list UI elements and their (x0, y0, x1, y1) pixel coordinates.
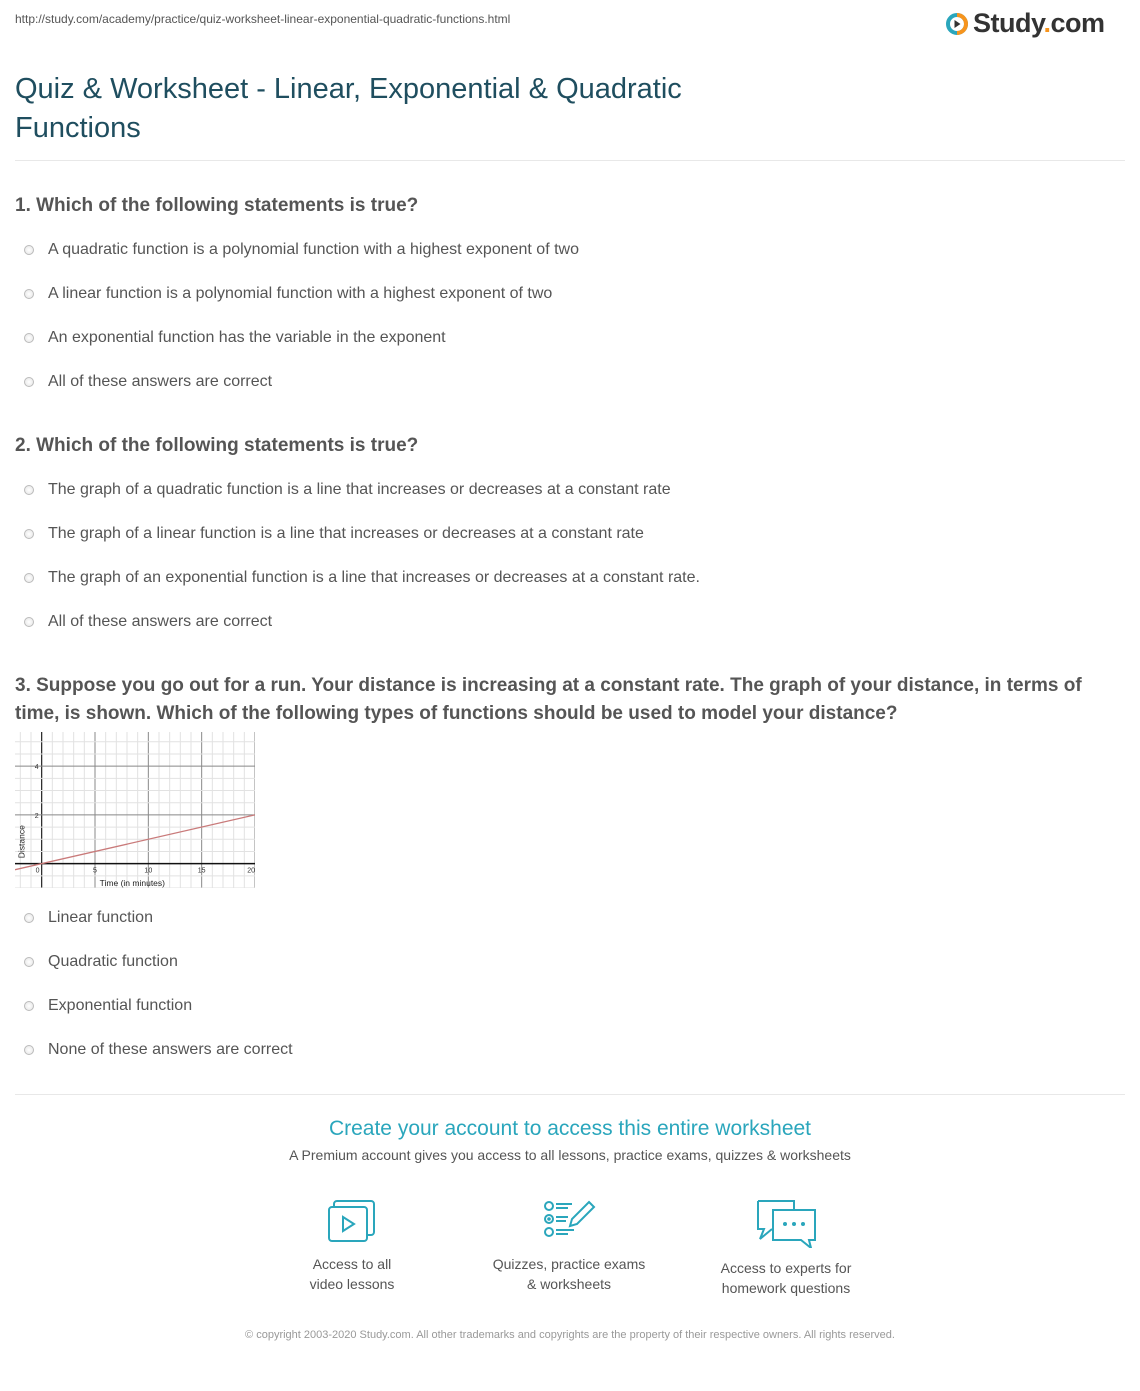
option-label: The graph of a quadratic function is a line that increases or decreases at a constant rate (48, 481, 671, 498)
answer-option[interactable] (15, 556, 1125, 600)
feature-line: homework questions (721, 1280, 851, 1296)
option-label: The graph of an exponential function is a line that increases or decreases at a constant rate. (48, 569, 700, 586)
divider (15, 160, 1125, 161)
play-logo-icon (945, 12, 969, 36)
option-label: All of these answers are correct (48, 613, 273, 630)
x-tick-label: 5 (93, 867, 97, 875)
answer-option[interactable] (15, 512, 1125, 556)
radio-button[interactable] (24, 485, 34, 495)
x-tick-label: 20 (247, 867, 255, 875)
y-tick-label: 2 (34, 812, 39, 820)
logo-dot: . (1043, 8, 1051, 38)
feature-video-lessons (252, 1198, 452, 1294)
answer-option[interactable] (15, 940, 1125, 984)
option-label: A quadratic function is a polynomial function with a highest exponent of two (48, 241, 579, 258)
logo-text: Study (973, 8, 1044, 38)
answer-option[interactable] (15, 228, 1125, 272)
radio-button[interactable] (24, 573, 34, 583)
option-label: Linear function (48, 909, 153, 926)
cta-subtitle: A Premium account gives you access to all lessons, practice exams, quizzes & worksheets (289, 1147, 851, 1163)
page-url: http://study.com/academy/practice/quiz-worksheet-linear-exponential-quadratic-functions.html (15, 12, 511, 26)
signup-cta (0, 1117, 1140, 1163)
answer-option[interactable] (15, 468, 1125, 512)
question-title: 2. Which of the following statements is true? (15, 435, 419, 456)
question-2 (15, 432, 1125, 644)
radio-button[interactable] (24, 529, 34, 539)
radio-button[interactable] (24, 1045, 34, 1055)
option-label: A linear function is a polynomial function with a highest exponent of two (48, 285, 553, 302)
cta-title[interactable]: Create your account to access this entire worksheet (328, 1117, 812, 1140)
radio-button[interactable] (24, 617, 34, 627)
copyright: © copyright 2003-2020 Study.com. All other trademarks and copyrights are the property of their respective owners. All rights reserved. (245, 1329, 895, 1341)
option-label: None of these answers are correct (48, 1041, 293, 1058)
question-3 (15, 672, 1125, 1072)
x-tick-label: 15 (197, 867, 206, 875)
video-lessons-icon (326, 1198, 378, 1244)
x-tick-label: 0 (35, 867, 40, 875)
question-title: 3. Suppose you go out for a run. Your distance is increasing at a constant rate. The graph of your distance, in terms of time, is shown. Which of the following types of functions should be used to model your distance? (15, 675, 1082, 724)
feature-quizzes (469, 1198, 669, 1294)
radio-button[interactable] (24, 913, 34, 923)
quiz-checklist-icon (541, 1198, 597, 1244)
radio-button[interactable] (24, 957, 34, 967)
page-title: Quiz & Worksheet - Linear, Exponential & Quadratic Functions (15, 73, 682, 144)
radio-button[interactable] (24, 289, 34, 299)
radio-button[interactable] (24, 377, 34, 387)
chat-bubbles-icon (754, 1198, 818, 1248)
option-label: Quadratic function (48, 953, 178, 970)
question-title: 1. Which of the following statements is true? (15, 195, 419, 216)
answer-option[interactable] (15, 272, 1125, 316)
x-axis-label: Time (in minutes) (99, 878, 166, 888)
feature-line: video lessons (309, 1276, 395, 1292)
question-1 (15, 192, 1125, 404)
logo-tld: com (1050, 8, 1105, 38)
radio-button[interactable] (24, 1001, 34, 1011)
answer-option[interactable] (15, 600, 1125, 644)
distance-time-graph (15, 732, 255, 888)
study-logo[interactable] (945, 8, 1105, 39)
feature-experts (686, 1198, 886, 1298)
feature-line: Access to experts for (720, 1260, 852, 1276)
feature-line: & worksheets (526, 1276, 612, 1292)
answer-option[interactable] (15, 896, 1125, 940)
radio-button[interactable] (24, 245, 34, 255)
answer-option[interactable] (15, 1028, 1125, 1072)
answer-option[interactable] (15, 316, 1125, 360)
x-tick-label: 10 (144, 867, 153, 875)
feature-line: Quizzes, practice exams (492, 1256, 646, 1272)
radio-button[interactable] (24, 333, 34, 343)
y-tick-label: 4 (34, 764, 39, 772)
option-label: An exponential function has the variable in the exponent (48, 329, 446, 346)
answer-option[interactable] (15, 984, 1125, 1028)
series-line (15, 812, 255, 870)
option-label: The graph of a linear function is a line that increases or decreases at a constant rate (48, 525, 644, 542)
y-axis-label: Distance (16, 825, 27, 859)
answer-option[interactable] (15, 360, 1125, 404)
option-label: All of these answers are correct (48, 373, 273, 390)
divider (15, 1094, 1125, 1095)
feature-line: Access to all (312, 1256, 392, 1272)
option-label: Exponential function (48, 997, 193, 1014)
